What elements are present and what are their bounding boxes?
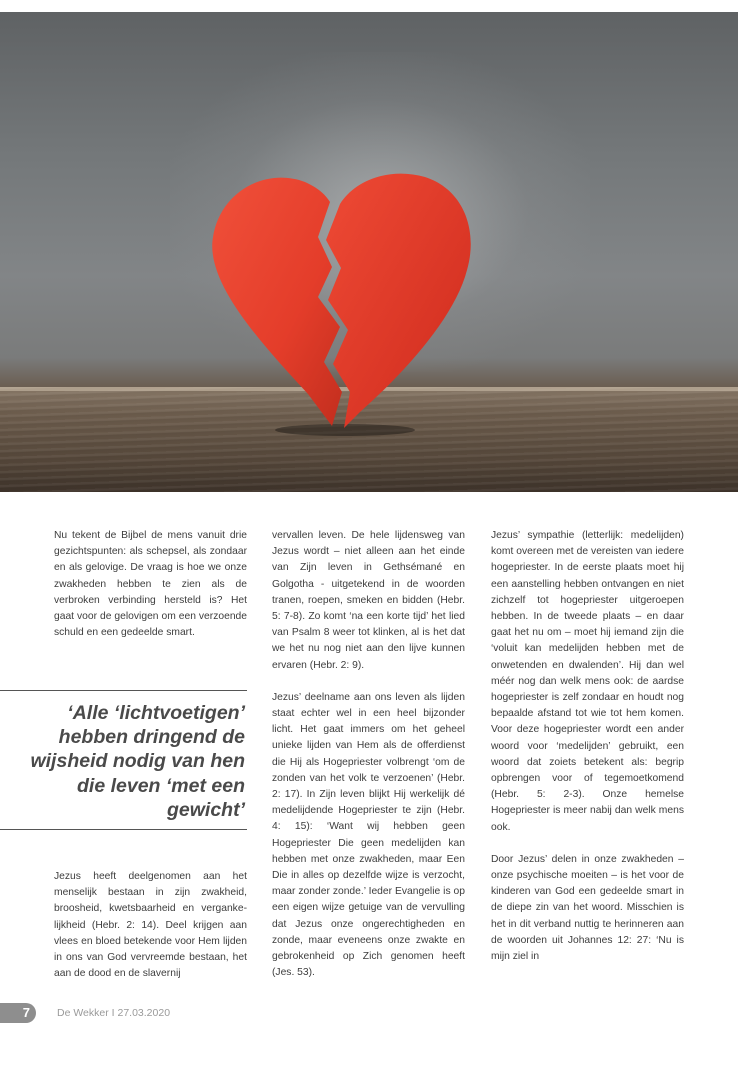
text-column-2 [272, 528, 465, 997]
paragraph: vervallen leven. De hele lijdensweg van Jezus wordt – niet alleen aan het einde van Zijn leven in Gethsémané en Golgotha - uitgetekend in de woorden tranen, roepen, smeken en bidden (Hebr. 5: 7-8). Zo komt ‘na een korte tijd’ het lied van Psalm 8 weer tot klinken, al is het dat we het nu nog niet aan den lijve kunnen ervaren (Hebr. 2: 9). [272, 530, 465, 671]
paragraph: Door Jezus’ delen in onze zwakheden – onze psychische moeiten – is het voor de kinderen van God een gedeelde smart in de diepe zin van het woord. Misschien is het in dit verband nuttig te herinneren aan de woorden uit Johannes 12: 27: ‘Nu is mijn ziel in [491, 853, 684, 963]
publication-info: De Wekker I 27.03.2020 [57, 1007, 171, 1019]
heart-right-half [326, 174, 471, 428]
page-number: 7 [0, 1003, 36, 1023]
paragraph: Jezus’ sympathie (letterlijk: medelijden) komt overeen met de vereisten van iedere hogepriester. In de eerste plaats moet hij een aanstelling hebben ontvangen en niet zichzelf tot hogepriester uitgeroepen hebben. In de tweede plaats – en daar gaat het nu om – moet hij iemand zijn die ‘voluit kan medelijden hebben met de onwetenden en dwalenden’. Hij dan wel méér nog dan welk mens ook: de aardse hogepriester is zelf zondaar en houdt nog bepaalde afstand tot wie tot hem komen. Voor deze hogepriester wordt een ander woord voor ‘medelijden’ gebruikt, een woord dat zoiets betekent als: begrip opbrengen voor of tegemoetkomend (Hebr. 5: 2-3). Onze hemelse Hogepriester is meer nabij dan welk mens ook. [491, 530, 684, 833]
paragraph: Jezus heeft deelgenomen aan het menselijk bestaan in zijn zwakheid, broosheid, kwetsbaarheid en vergankelijkheid (Hebr. 2: 14). Deel krijgen aan vlees en bloed betekende voor Hem lijden in ons van God vervreemde bestaan, het aan de dood en de slavernij [54, 871, 247, 980]
text-column-1 [54, 528, 247, 657]
paragraph: Jezus’ deelname aan ons leven als lijden staat echter wel in een heel bijzonder licht. Het gaat immers om het geheel unieke lijden van Hem als de offerdienst die Hij als Hogepriester volbrengt ‘om de zonden van het volk te verzoenen’ (Hebr. 2: 17). In Zijn leven blijkt Hij werkelijk dé medelijdende Hogepriester te zijn (Hebr. 4: 15): ‘Want wij hebben geen Hogepriester Die geen medelijden kan hebben met onze zwakheden, maar Een Die in alles op dezelfde wijze is verzocht, maar zonder zonde.’ Ieder Evangelie is op een eigen wijze getuige van de vervulling dat Jezus onze ongerechtigheden en zonde, maar eveneens onze zwakte en gebrokenheid op Zich genomen heeft (Jes. 53). [272, 691, 465, 979]
pull-quote [0, 690, 247, 830]
text-column-1-lower [54, 869, 247, 998]
broken-heart-icon [0, 12, 738, 492]
text-column-3 [491, 528, 684, 981]
hero-image [0, 12, 738, 492]
paragraph: Nu tekent de Bijbel de mens vanuit drie gezichtspunten: als schepsel, als zondaar en als gelovige. De vraag is hoe we onze zwakheden hebben te zien als de verbroken verbinding hersteld is? Het gaat voor de gelovigen om een verzoende schuld en een gedeelde smart. [54, 530, 247, 639]
heart-left-half [212, 178, 342, 426]
pull-quote-text: ‘Alle ‘lichtvoetigen’ hebben dringend de wijsheid nodig van hen die leven ‘met een gewicht’ [30, 702, 245, 821]
